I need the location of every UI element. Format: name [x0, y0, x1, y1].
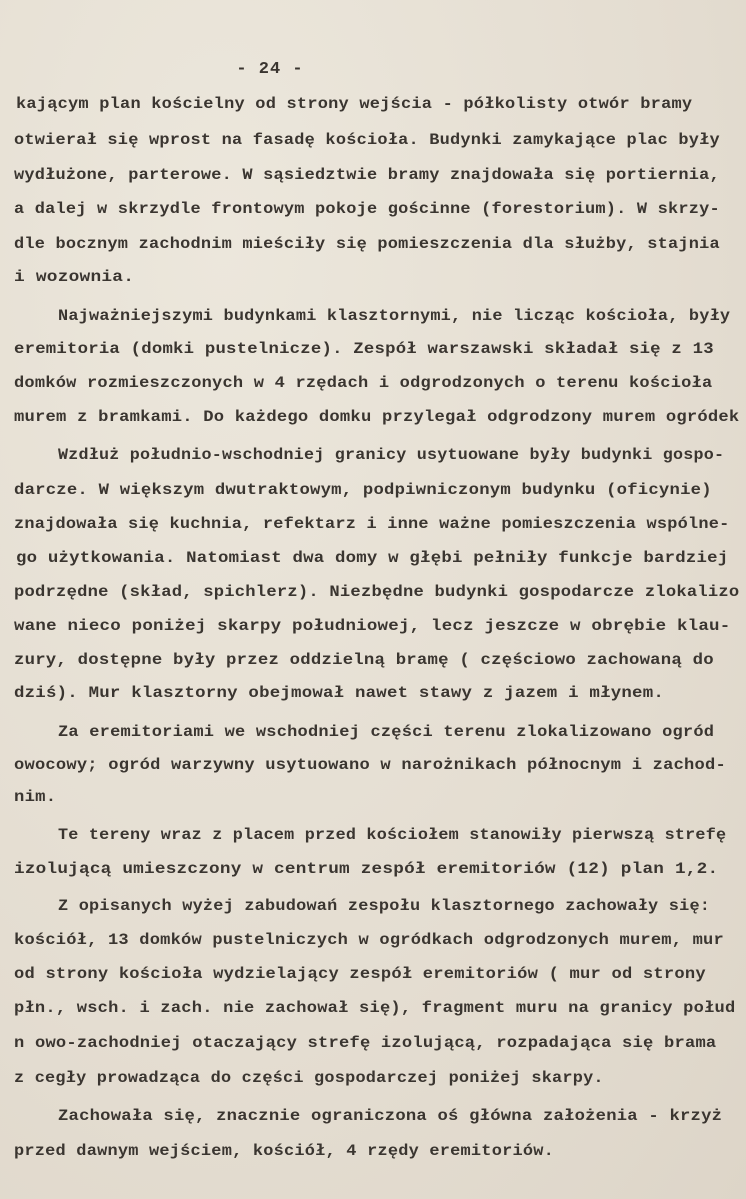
text-line: dle bocznym zachodnim mieściły się pomieszczenia dla służby, stajnia: [14, 235, 720, 253]
text-line: n owo-zachodniej otaczający strefę izolującą, rozpadająca się brama: [14, 1034, 717, 1052]
page-number: - 24 -: [236, 60, 304, 79]
text-line: wydłużone, parterowe. W sąsiedztwie bramy znajdowała się portiernia,: [14, 166, 720, 184]
text-line: izolującą umieszczony w centrum zespół eremitoriów (12) plan 1,2.: [14, 860, 719, 878]
text-line: z cegły prowadząca do części gospodarczej poniżej skarpy.: [14, 1069, 604, 1087]
text-line: podrzędne (skład, spichlerz). Niezbędne budynki gospodarcze zlokalizo: [14, 583, 740, 601]
text-line: Z opisanych wyżej zabudowań zespołu klasztornego zachowały się:: [58, 897, 711, 915]
text-line: nim.: [14, 788, 57, 806]
text-line: Te tereny wraz z placem przed kościołem stanowiły pierwszą strefę: [58, 826, 727, 844]
text-line: otwierał się wprost na fasadę kościoła. Budynki zamykające plac były: [14, 131, 720, 149]
text-line: kościół, 13 domków pustelniczych w ogródkach odgrodzonych murem, mur: [14, 931, 724, 949]
text-line: murem z bramkami. Do każdego domku przylegał odgrodzony murem ogródek: [14, 408, 740, 426]
text-line: eremitoria (domki pustelnicze). Zespół warszawski składał się z 13: [14, 340, 714, 358]
text-line: darcze. W większym dwutraktowym, podpiwniczonym budynku (oficynie): [14, 481, 712, 499]
text-line: Za eremitoriami we wschodniej części terenu zlokalizowano ogród: [58, 723, 715, 741]
text-line: wane nieco poniżej skarpy południowej, lecz jeszcze w obrębie klau-: [14, 617, 731, 635]
text-line: płn., wsch. i zach. nie zachował się), fragment muru na granicy połud: [14, 999, 736, 1017]
text-line: dziś). Mur klasztorny obejmował nawet stawy z jazem i młynem.: [14, 684, 665, 702]
text-line: znajdowała się kuchnia, refektarz i inne ważne pomieszczenia wspólne-: [14, 515, 730, 533]
text-line: i wozownia.: [14, 268, 135, 286]
text-line: przed dawnym wejściem, kościół, 4 rzędy eremitoriów.: [14, 1142, 555, 1160]
text-line: Wzdłuż południo-wschodniej granicy usytuowane były budynki gospo-: [58, 446, 725, 464]
text-line: Najważniejszymi budynkami klasztornymi, nie licząc kościoła, były: [58, 307, 731, 325]
text-line: Zachowała się, znacznie ograniczona oś główna założenia - krzyż: [58, 1107, 723, 1125]
text-line: a dalej w skrzydle frontowym pokoje gościnne (forestorium). W skrzy-: [14, 200, 720, 218]
text-line: go użytkowania. Natomiast dwa domy w głębi pełniły funkcje bardziej: [16, 549, 729, 567]
text-line: od strony kościoła wydzielający zespół eremitoriów ( mur od strony: [14, 965, 706, 983]
text-line: kającym plan kościelny od strony wejścia - półkolisty otwór bramy: [16, 95, 693, 113]
text-line: zury, dostępne były przez oddzielną bramę ( częściowo zachowaną do: [14, 651, 714, 669]
text-line: owocowy; ogród warzywny usytuowano w narożnikach północnym i zachod-: [14, 756, 726, 774]
text-line: domków rozmieszczonych w 4 rzędach i odgrodzonych o terenu kościoła: [14, 374, 713, 392]
